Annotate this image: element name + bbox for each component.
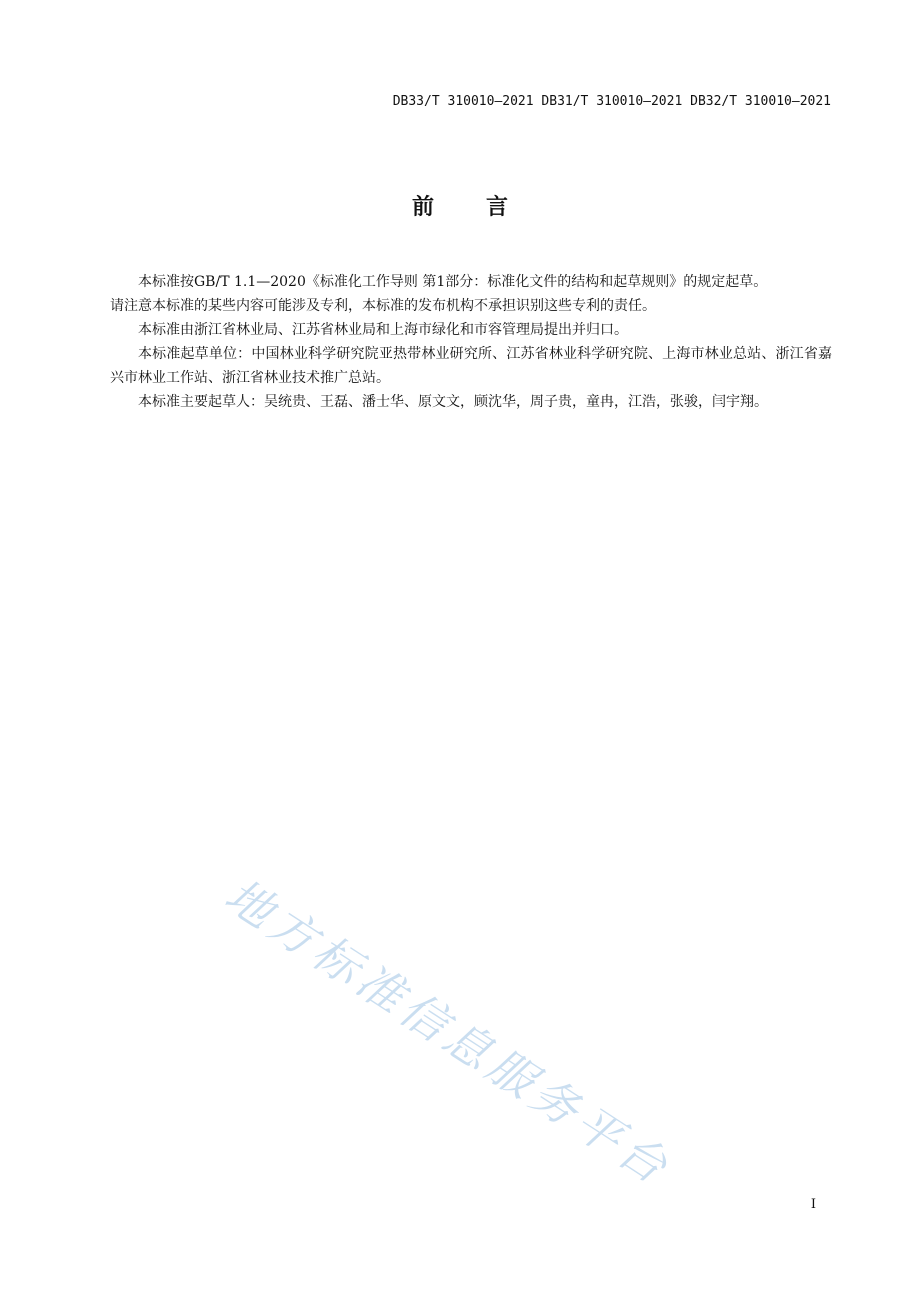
standard-code-header: DB33/T 310010—2021 DB31/T 310010—2021 DB32/T 310010—2021	[392, 94, 831, 109]
page-number: I	[810, 1197, 816, 1212]
foreword-body	[110, 270, 832, 414]
paragraph-proposer: 本标准由浙江省林业局、江苏省林业局和上海市绿化和市容管理局提出并归口。	[138, 322, 628, 338]
watermark: 地方标准信息服务平台	[215, 867, 682, 1197]
paragraph-drafting-units: 本标准起草单位：中国林业科学研究院亚热带林业研究所、江苏省林业科学研究院、上海市林业总站、浙江省嘉兴市林业工作站、浙江省林业技术推广总站。	[110, 346, 832, 386]
page-title: 前言	[411, 195, 560, 220]
paragraph-drafters: 本标准主要起草人：吴统贵、王磊、潘士华、原文文，顾沈华，周子贵，童冉，江浩，张骏，闫宇翔。	[138, 394, 768, 410]
paragraph-patent-notice: 请注意本标准的某些内容可能涉及专利，本标准的发布机构不承担识别这些专利的责任。	[110, 298, 656, 314]
paragraph-drafting-rules: 本标准按GB/T 1.1—2020《标准化工作导则 第1部分：标准化文件的结构和起草规则》的规定起草。	[138, 274, 768, 290]
